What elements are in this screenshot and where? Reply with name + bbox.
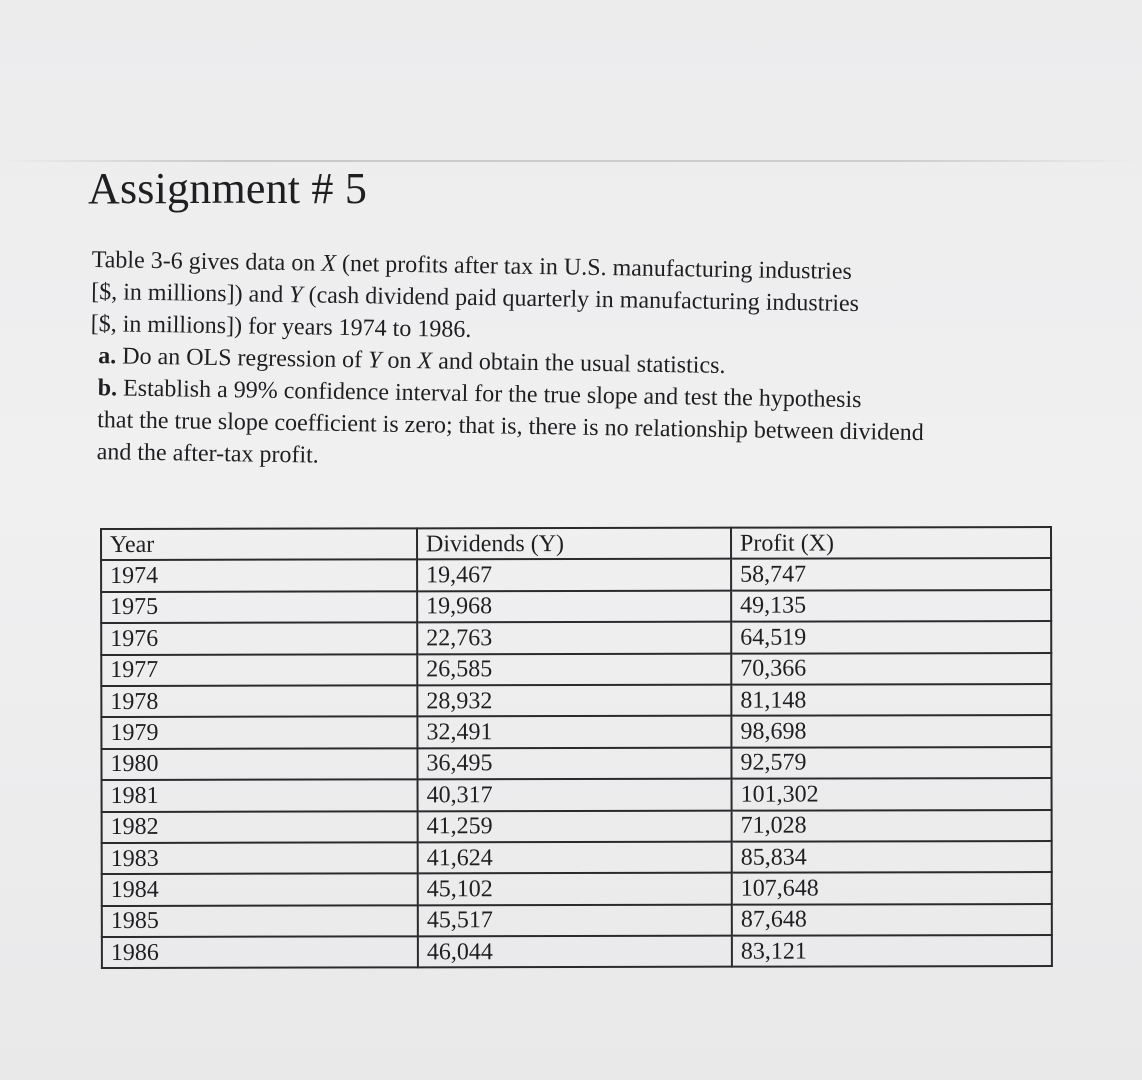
cell-year: 1980 <box>101 748 417 780</box>
cell-year: 1981 <box>102 779 418 811</box>
table-row <box>102 935 1052 968</box>
cell-profit: 107,648 <box>732 872 1052 904</box>
cell-dividends: 19,968 <box>417 590 731 622</box>
header-dividends: Dividends (Y) <box>417 528 731 560</box>
table-row <box>101 590 1051 623</box>
cell-dividends: 45,102 <box>418 873 732 905</box>
table-header-row <box>101 527 1051 560</box>
table-row <box>102 778 1052 811</box>
question-text: and obtain the usual statistics. <box>431 348 726 379</box>
cell-dividends: 46,044 <box>418 936 732 968</box>
cell-dividends: 26,585 <box>417 653 731 685</box>
data-table-wrapper <box>100 526 1053 969</box>
cell-profit: 87,648 <box>732 904 1052 936</box>
cell-year: 1978 <box>101 685 417 717</box>
cell-year: 1984 <box>102 874 418 906</box>
intro-line-3: [$, in millions]) for years 1974 to 1986. <box>90 310 472 343</box>
problem-statement <box>88 244 1091 484</box>
intro-text: [$, in millions]) and <box>91 278 290 309</box>
table-row <box>102 904 1052 937</box>
table-row <box>101 747 1051 780</box>
question-b-label: b. <box>97 375 118 402</box>
cell-profit: 58,747 <box>731 558 1051 590</box>
table-row <box>101 653 1051 686</box>
cell-profit: 101,302 <box>732 778 1052 810</box>
cell-dividends: 32,491 <box>417 716 731 748</box>
intro-text: (net profits after tax in U.S. manufacturing industries <box>335 250 852 285</box>
question-text: on <box>381 347 418 375</box>
cell-year: 1985 <box>102 905 418 937</box>
cell-year: 1986 <box>102 936 418 968</box>
cell-dividends: 28,932 <box>417 685 731 717</box>
header-year: Year <box>101 528 417 560</box>
table-row <box>101 684 1051 717</box>
cell-dividends: 36,495 <box>417 747 731 779</box>
question-a-label: a. <box>98 343 117 370</box>
table-row <box>102 810 1052 843</box>
table-row <box>101 621 1051 654</box>
question-b-line-2: that the true slope coefficient is zero; that is, there is no relationship between dividend <box>97 407 924 447</box>
header-profit: Profit (X) <box>731 527 1051 559</box>
question-b-line-3: and the after-tax profit. <box>96 439 320 469</box>
table-row <box>102 872 1052 905</box>
cell-profit: 71,028 <box>732 810 1052 842</box>
intro-text: (cash dividend paid quarterly in manufacturing industries <box>302 282 860 318</box>
cell-profit: 92,579 <box>731 747 1051 779</box>
question-text: Do an OLS regression of <box>116 343 369 374</box>
cell-profit: 49,135 <box>731 590 1051 622</box>
cell-year: 1977 <box>101 654 417 686</box>
variable-x: X <box>321 250 337 277</box>
cell-profit: 85,834 <box>732 841 1052 873</box>
cell-dividends: 41,624 <box>418 842 732 874</box>
cell-year: 1982 <box>102 811 418 843</box>
cell-dividends: 41,259 <box>418 810 732 842</box>
table-row <box>101 715 1051 748</box>
question-text: Establish a 99% confidence interval for the true slope and test the hypothesis <box>116 375 862 414</box>
cell-profit: 83,121 <box>732 935 1052 967</box>
cell-year: 1974 <box>101 560 417 592</box>
cell-year: 1975 <box>101 591 417 623</box>
table-row <box>102 841 1052 874</box>
cell-dividends: 45,517 <box>418 904 732 936</box>
cell-dividends: 40,317 <box>418 779 732 811</box>
variable-y: Y <box>289 282 303 309</box>
paper-fold-line <box>0 160 1142 162</box>
intro-text: Table 3-6 gives data on <box>91 246 322 277</box>
cell-profit: 81,148 <box>731 684 1051 716</box>
data-table <box>100 526 1053 969</box>
cell-profit: 70,366 <box>731 653 1051 685</box>
assignment-title: Assignment # 5 <box>88 164 368 213</box>
cell-profit: 64,519 <box>731 621 1051 653</box>
table-row <box>101 558 1051 591</box>
cell-year: 1976 <box>101 623 417 655</box>
variable-y: Y <box>367 347 382 374</box>
cell-year: 1983 <box>102 842 418 874</box>
cell-dividends: 19,467 <box>417 559 731 591</box>
cell-profit: 98,698 <box>731 715 1051 747</box>
cell-dividends: 22,763 <box>417 622 731 654</box>
variable-x: X <box>417 348 433 375</box>
cell-year: 1979 <box>101 717 417 749</box>
